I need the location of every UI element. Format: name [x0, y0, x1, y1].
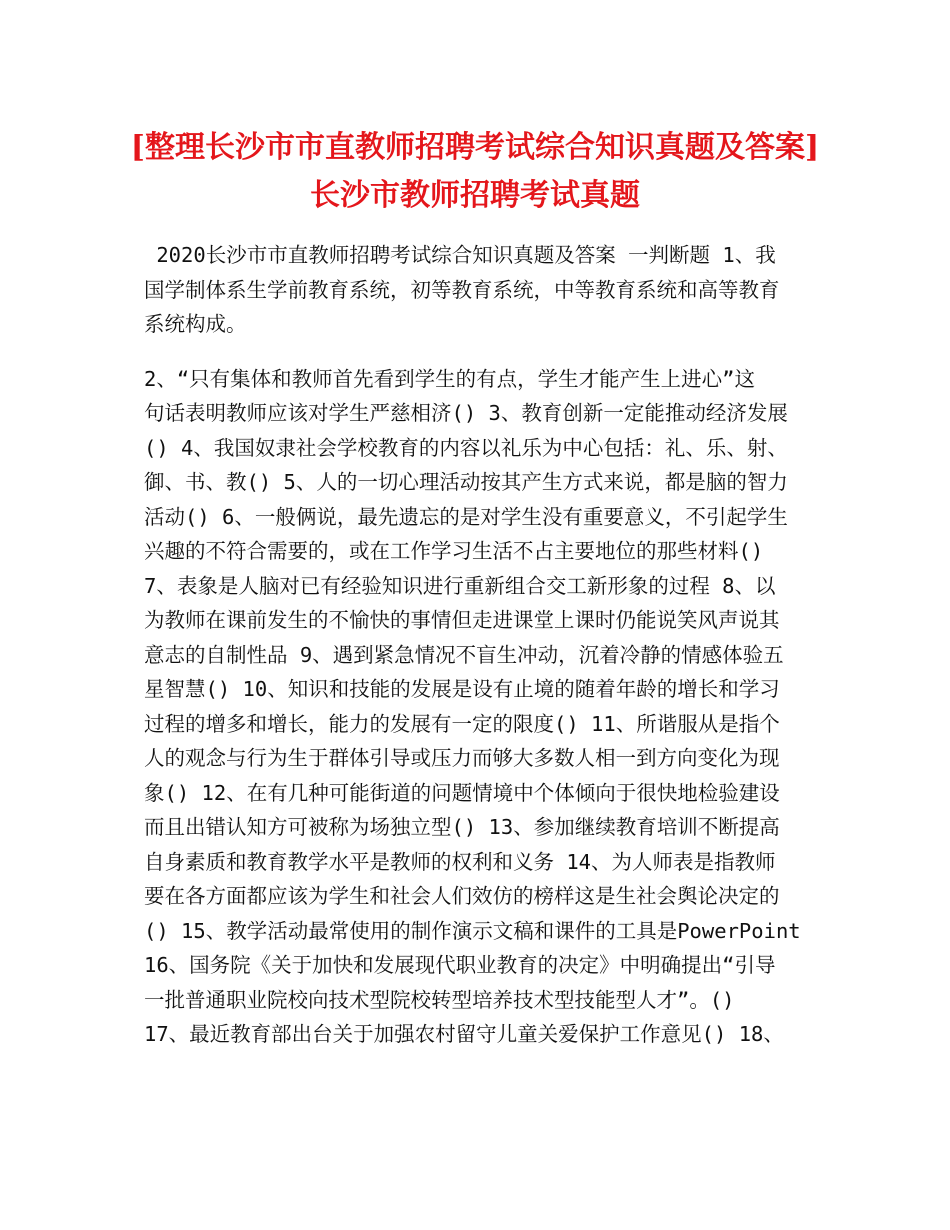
document-title-line-2: 长沙市教师招聘考试真题: [310, 178, 640, 213]
body-line: 而且出错认知方可被称为场独立型() 13、参加继续教育培训不断提高: [144, 815, 780, 839]
body-line: 2020长沙市市直教师招聘考试综合知识真题及答案 一判断题 1、我: [144, 243, 776, 267]
body-line: 一批普通职业院校向技术型院校转型培养技术型技能型人才”。(): [144, 988, 735, 1012]
body-line: 御、书、教() 5、人的一切心理活动按其产生方式来说，都是脑的智力: [144, 470, 788, 494]
body-line: () 15、教学活动最常使用的制作演示文稿和课件的工具是PowerPoint: [144, 919, 801, 943]
body-line: 兴趣的不符合需要的，或在工作学习生活不占主要地位的那些材料(): [144, 539, 764, 563]
body-line: 16、国务院《关于加快和发展现代职业教育的决定》中明确提出“引导: [144, 953, 776, 977]
body-line: 7、表象是人脑对已有经验知识进行重新组合交工新形象的过程 8、以: [144, 574, 776, 598]
body-line: 国学制体系生学前教育系统，初等教育系统，中等教育系统和高等教育: [144, 278, 780, 302]
body-line: 意志的自制性品 9、遇到紧急情况不盲生冲动，沉着冷静的情感体验五: [144, 643, 784, 667]
document-title-line-1: [整理长沙市市直教师招聘考试综合知识真题及答案]: [130, 130, 820, 165]
body-line: 活动() 6、一般俩说，最先遗忘的是对学生没有重要意义，不引起学生: [144, 505, 788, 529]
body-line: 2、“只有集体和教师首先看到学生的有点，学生才能产生上进心”这: [144, 367, 756, 391]
body-line: 人的观念与行为生于群体引导或压力而够大多数人相一到方向变化为现: [144, 746, 780, 770]
body-line: 过程的增多和增长，能力的发展有一定的限度() 11、所谐服从是指个: [144, 712, 780, 736]
body-line: 句话表明教师应该对学生严慈相济() 3、教育创新一定能推动经济发展: [144, 401, 788, 425]
body-line: 星智慧() 10、知识和技能的发展是设有止境的随着年龄的增长和学习: [144, 677, 780, 701]
body-line: 17、最近教育部出台关于加强农村留守儿童关爱保护工作意见() 18、: [144, 1022, 784, 1046]
body-line: 要在各方面都应该为学生和社会人们效仿的榜样这是生社会舆论决定的: [144, 884, 780, 908]
body-line: 为教师在课前发生的不愉快的事情但走进课堂上课时仍能说笑风声说其: [144, 608, 780, 632]
body-line: 象() 12、在有几种可能街道的问题情境中个体倾向于很快地检验建设: [144, 781, 780, 805]
body-line: () 4、我国奴隶社会学校教育的内容以礼乐为中心包括：礼、乐、射、: [144, 436, 788, 460]
body-line: 自身素质和教育教学水平是教师的权利和义务 14、为人师表是指教师: [144, 850, 776, 874]
body-line: 系统构成。: [144, 312, 247, 336]
